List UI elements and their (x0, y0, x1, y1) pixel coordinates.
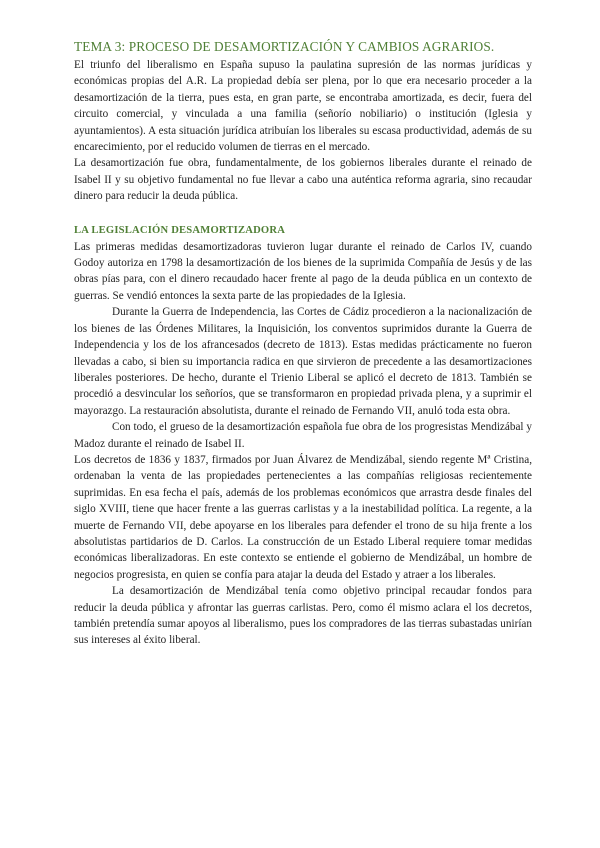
section-paragraph-3: Con todo, el grueso de la desamortización española fue obra de los progresistas Mendizábal y Madoz durante el reinado de Isabel II. (74, 421, 532, 450)
intro-paragraph-2: La desamortización fue obra, fundamentalmente, de los gobiernos liberales durante el reinado de Isabel II y su objetivo fundamental no fue llevar a cabo una auténtica reforma agraria, sino recaudar dinero para reducir la deuda pública. (74, 157, 532, 203)
section-paragraph-1: Las primeras medidas desamortizadoras tuvieron lugar durante el reinado de Carlos IV, cuando Godoy autoriza en 1798 la desamortización de los bienes de la suprimida Compañía de Jesús y de las obras pías para, con el dinero recaudado hacer frente al pago de la deuda pública en un contexto de guerras. Se vendió entonces la sexta parte de las propiedades de la Iglesia. (74, 240, 532, 302)
section-paragraph-5: La desamortización de Mendizábal tenía como objetivo principal recaudar fondos para reducir la deuda pública y afrontar las guerras carlistas. Pero, como él mismo aclara el los decretos, también pretendía sumar apoyos al liberalismo, pues los compradores de las tierras subastadas unirían sus intereses al éxito liberal. (74, 585, 532, 647)
section-paragraph-2: Durante la Guerra de Independencia, las Cortes de Cádiz procedieron a la nacionalización de los bienes de las Órdenes Militares, la Inquisición, los conventos suprimidos durante la Guerra de Independencia y los de los afrancesados (decreto de 1813). Estas medidas prácticamente no fueron llevadas a cabo, si bien su importancia radica en que sirvieron de precedente a las desamortizaciones liberales posteriores. De hecho, durante el Trienio Liberal se aplicó el decreto de 1813. También se procedió a desvincular los señoríos, que se transformaron en propiedad privada plena, y a suprimir el mayorazgo. La restauración absolutista, durante el reinado de Fernando VII, anuló toda esta obra. (74, 306, 532, 417)
document-page (74, 38, 532, 649)
document-title: TEMA 3: PROCESO DE DESAMORTIZACIÓN Y CAMBIOS AGRARIOS. (74, 39, 495, 54)
intro-paragraph-1: El triunfo del liberalismo en España supuso la paulatina supresión de las normas jurídicas y económicas propias del A.R. La propiedad debía ser plena, por lo que era necesario proceder a la desamortización de la tierra, pues esta, en gran parte, se encontraba amortizada, es decir, fuera del circuito comercial, y vinculada a una familia (señorío nobiliario) o institución (Iglesia y ayuntamientos). A esta situación jurídica atribuían los liberales su escasa productividad, además de su encarecimiento, por el reducido volumen de tierras en el mercado. (74, 59, 532, 154)
section-heading: LA LEGISLACIÓN DESAMORTIZADORA (74, 224, 286, 236)
section-paragraph-4: Los decretos de 1836 y 1837, firmados por Juan Álvarez de Mendizábal, siendo regente Mª Cristina, ordenaban la venta de las propiedades pertenecientes a las compañías religiosas recientemente suprimidas. En esa fecha el país, además de los problemas económicos que arrastra desde finales del siglo XVIII, tiene que hacer frente a las guerras carlistas y a la inestabilidad política. La regente, a la muerte de Fernando VII, debe apoyarse en los liberales para defender el trono de su hija frente a los absolutistas partidarios de D. Carlos. La construcción de un Estado Liberal requiere tomar medidas económicas liberalizadoras. En este contexto se entiende el gobierno de Mendizábal, un hombre de negocios progresista, en quien se confía para atajar la deuda del Estado y atraer a los liberales. (74, 453, 532, 581)
